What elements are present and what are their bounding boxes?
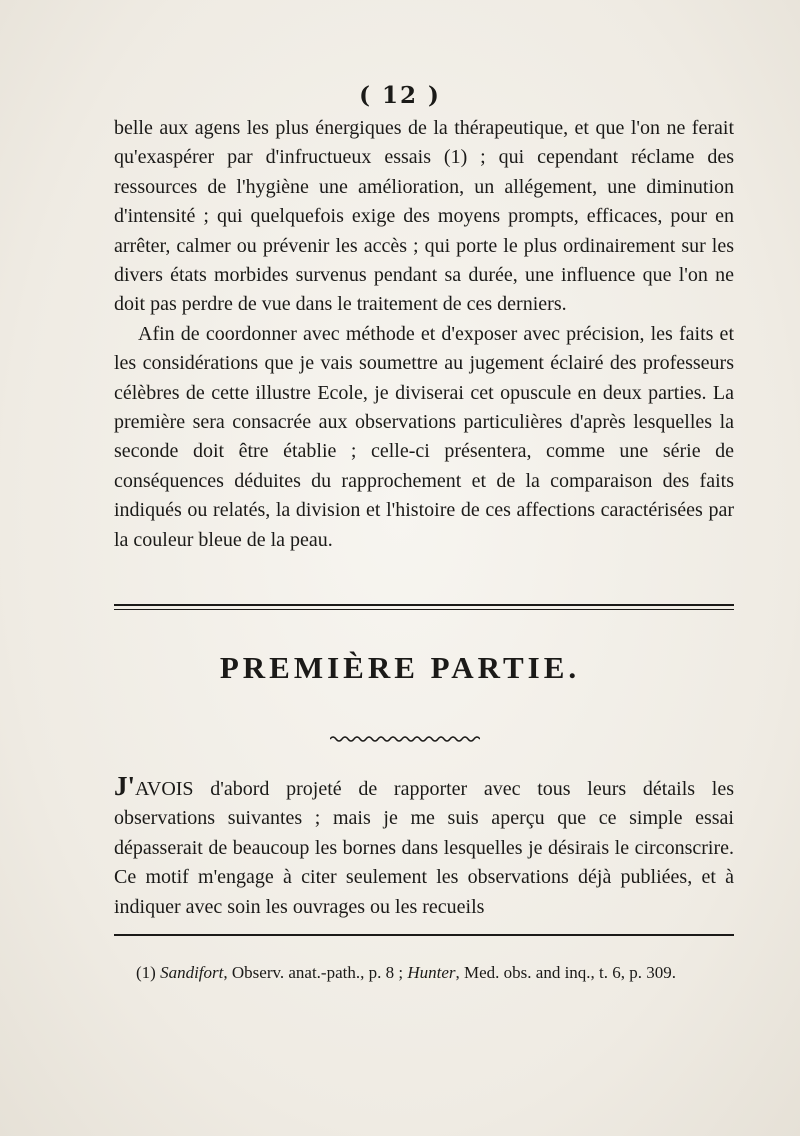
section-divider: [114, 604, 734, 610]
page-number: ( 12 ): [359, 82, 441, 109]
part-paragraph: [114, 772, 734, 922]
footnote: [114, 960, 734, 985]
intro-paragraph-2: Afin de coordonner avec méthode et d'exposer avec précision, les faits et les considérations que je vais soumettre au jugement éclairé des professeurs célèbres de cette illustre Ecole, je diviserai cet opuscule en deux parties. La première sera consacrée aux observations particulières d'après lesquelles la seconde doit être établie ; celle-ci présentera, comme une série de conséquences déduites du rapprochement et de la comparaison des faits indiqués ou relatés, la division et l'histoire de ces affections caractérisées par la couleur bleue de la peau.: [114, 322, 734, 551]
part-title: PREMIÈRE PARTIE.: [219, 650, 581, 685]
footnote-marker: (1): [136, 963, 161, 982]
intro-text: [114, 114, 734, 555]
footnote-author-1: Sandifort: [160, 963, 224, 982]
footnote-divider: [114, 934, 734, 938]
drop-cap: J': [114, 771, 136, 801]
part-paragraph-text: d'abord projeté de rapporter avec tous leurs détails les observations suivantes ; mais je me suis aperçu que ce simple essai dépasserait de beaucoup les bornes dans lesquelles je désirais le circonscrire. Ce motif m'engage à citer seulement les observations déjà publiées, et à indiquer avec soin les ouvrages ou les recueils: [114, 778, 734, 918]
intro-paragraph-1: belle aux agens les plus énergiques de la thérapeutique, et que l'on ne ferait qu'exaspérer par d'infructueux essais (1) ; qui cependant réclame des ressources de l'hygiène une amélioration, un allégement, une diminution d'intensité ; qui quelquefois exige des moyens prompts, efficaces, pour en arrêter, calmer ou prévenir les accès ; qui porte le plus ordinairement sur les divers états morbides survenus pendant sa durée, une influence que l'on ne doit pas perdre de vue dans le traitement de ces derniers.: [114, 117, 734, 316]
footnote-ref-2: , Med. obs. and inq., t. 6, p. 309.: [455, 963, 677, 982]
wavy-ornament: [330, 735, 480, 743]
part-text: [114, 772, 734, 922]
opening-word: AVOIS: [135, 778, 194, 800]
footnote-author-2: Hunter: [407, 963, 456, 982]
footnote-ref-1: , Observ. anat.-path., p. 8 ;: [223, 963, 408, 982]
